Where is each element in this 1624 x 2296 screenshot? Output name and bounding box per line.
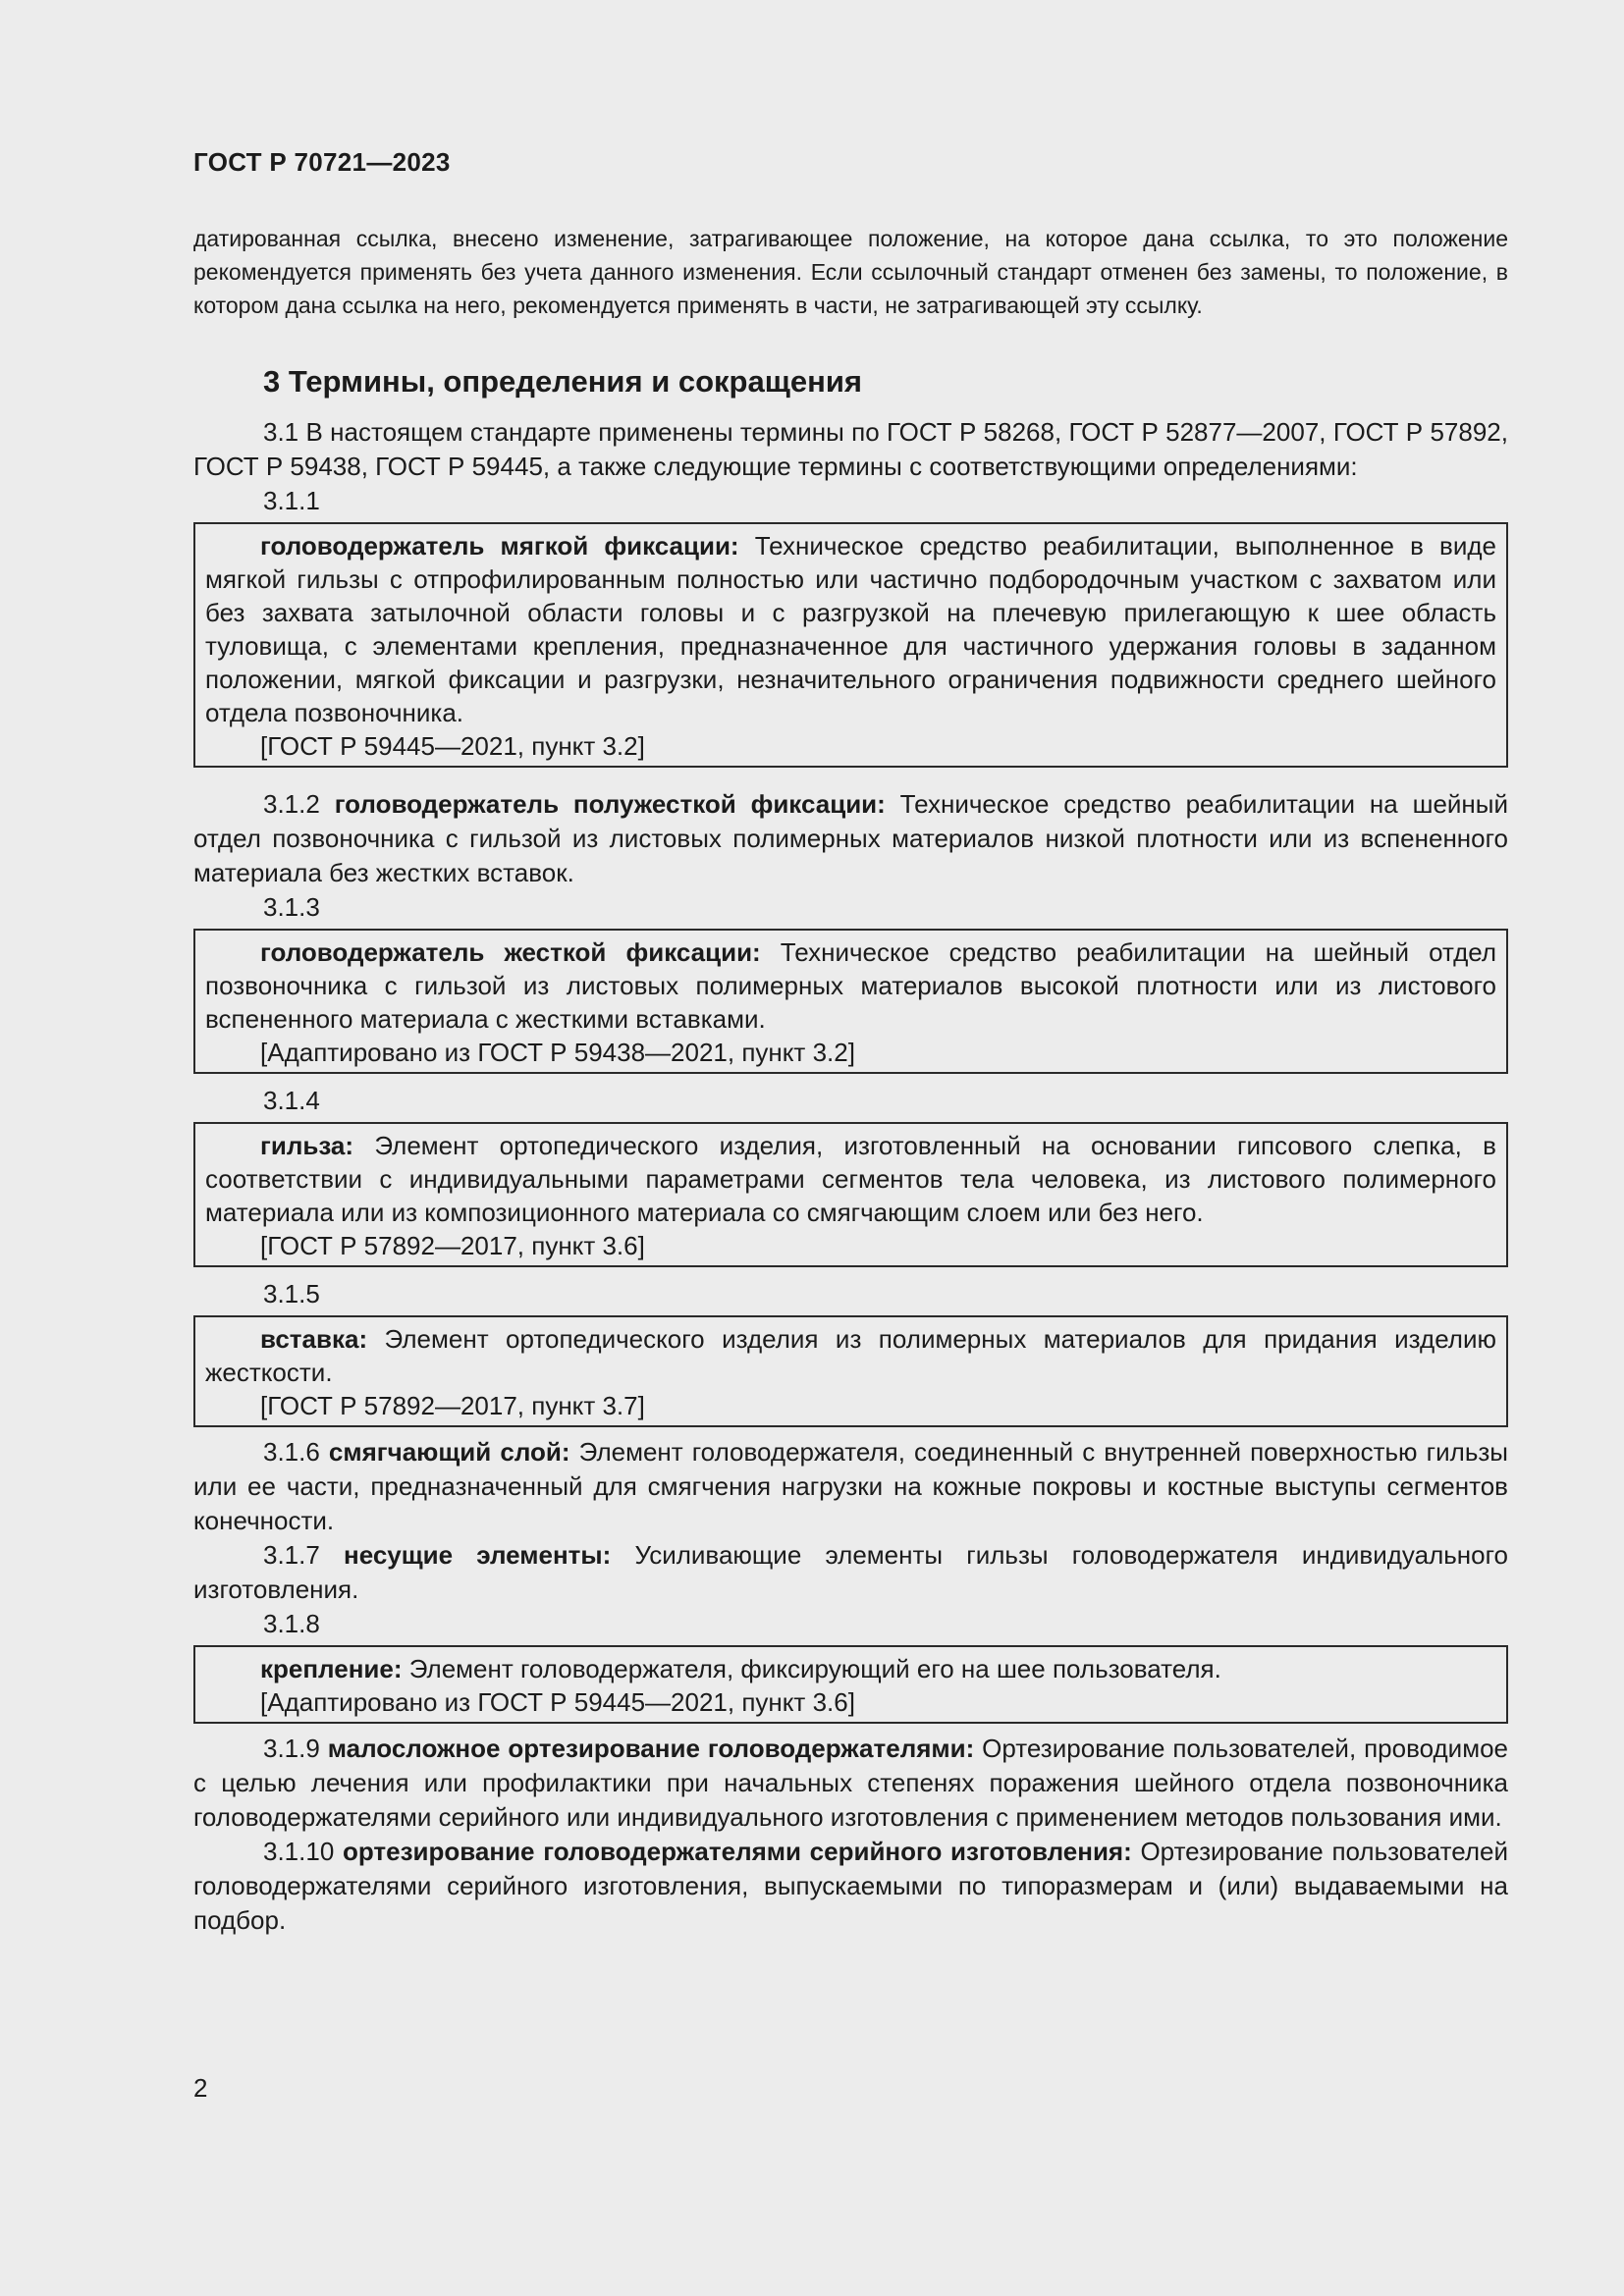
term-number-3-1-4: 3.1.4 <box>263 1086 320 1115</box>
term-definition-3-1-4 <box>205 1129 1496 1229</box>
term-name: несущие элементы: <box>344 1540 612 1570</box>
term-paragraph-3-1-2 <box>193 787 1508 890</box>
term-text: Элемент ортопедического изделия из полимерных материалов для придания изделию жесткости. <box>205 1324 1496 1387</box>
term-box-3-1-3 <box>193 929 1508 1074</box>
term-text: Техническое средство реабилитации на шейный отдел позвоночника с гильзой из листовых полимерных материалов низкой плотности или из вспененного материала без жестких вставок. <box>193 789 1508 887</box>
term-number: 3.1.10 <box>263 1837 335 1866</box>
term-name: ортезирование головодержателями серийного изготовления: <box>342 1837 1132 1866</box>
term-number-3-1-1: 3.1.1 <box>263 486 320 515</box>
term-box-3-1-4 <box>193 1122 1508 1267</box>
term-paragraph-3-1-10 <box>193 1835 1508 1938</box>
term-text: Усиливающие элементы гильзы головодержателя индивидуального изготовления. <box>193 1540 1508 1604</box>
term-number: 3.1.9 <box>263 1734 320 1763</box>
term-text: Ортезирование пользователей, проводимое с целью лечения или профилактики при начальных степенях поражения шейного отдела позвоночника головодержателями серийного или индивидуального изготовления с применением методов пользования ими. <box>193 1734 1508 1832</box>
term-number-3-1-3: 3.1.3 <box>263 892 320 922</box>
term-definition-3-1-3 <box>205 935 1496 1036</box>
term-name: головодержатель полужесткой фиксации: <box>334 789 886 819</box>
term-name: вставка: <box>260 1324 368 1354</box>
term-text: Техническое средство реабилитации, выполненное в виде мягкой гильзы с отпрофилированным полностью или частично подбородочным участком с захватом или без захвата затылочной области головы и с разгрузкой на плечевую прилегающую к шее область туловища, с элементами крепления, предназначенное для частичного удержания головы в заданном положении, мягкой фиксации и разгрузки, незначительного ограничения подвижности среднего шейного отдела позвоночника. <box>205 531 1497 727</box>
term-box-3-1-5 <box>193 1315 1508 1427</box>
term-number: 3.1.2 <box>263 789 320 819</box>
term-definition-3-1-8 <box>205 1652 1496 1685</box>
term-number: 3.1.7 <box>263 1540 320 1570</box>
term-number-3-1-5: 3.1.5 <box>263 1279 320 1308</box>
term-definition-3-1-1 <box>205 529 1496 729</box>
term-text: Элемент головодержателя, фиксирующий его на шее пользователя. <box>402 1654 1221 1683</box>
term-box-3-1-8 <box>193 1645 1508 1724</box>
term-name: малосложное ортезирование головодержателями: <box>327 1734 975 1763</box>
term-source-3-1-5: [ГОСТ Р 57892—2017, пункт 3.7] <box>260 1391 645 1420</box>
term-text: Техническое средство реабилитации на шейный отдел позвоночника с гильзой из листовых полимерных материалов высокой плотности или из листового вспененного материала с жесткими вставками. <box>205 937 1497 1034</box>
document-header: ГОСТ Р 70721—2023 <box>193 147 451 177</box>
term-name: гильза: <box>260 1131 354 1160</box>
term-text: Ортезирование пользователей головодержателями серийного изготовления, выпускаемыми по типоразмерам и (или) выдаваемыми на подбор. <box>193 1837 1508 1935</box>
term-name: крепление: <box>260 1654 403 1683</box>
term-text: Элемент ортопедического изделия, изготовленный на основании гипсового слепка, в соответствии с индивидуальными параметрами сегментов тела человека, из листового полимерного материала или из композиционного материала со смягчающим слоем или без него. <box>205 1131 1496 1227</box>
term-number-3-1-8: 3.1.8 <box>263 1609 320 1638</box>
term-source-3-1-8: [Адаптировано из ГОСТ Р 59445—2021, пункт 3.6] <box>260 1687 855 1717</box>
term-name: головодержатель жесткой фиксации: <box>260 937 761 967</box>
paragraph-3-1: 3.1 В настоящем стандарте применены термины по ГОСТ Р 58268, ГОСТ Р 52877—2007, ГОСТ Р 57892, ГОСТ Р 59438, ГОСТ Р 59445, а также следующие термины с соответствующими определениями: <box>193 417 1508 481</box>
term-paragraph-3-1-6 <box>193 1435 1508 1538</box>
term-number: 3.1.6 <box>263 1437 320 1467</box>
page-content <box>193 222 1508 1938</box>
term-box-3-1-1 <box>193 522 1508 768</box>
term-name: смягчающий слой: <box>328 1437 570 1467</box>
term-paragraph-3-1-7 <box>193 1538 1508 1607</box>
term-source-3-1-1: [ГОСТ Р 59445—2021, пункт 3.2] <box>260 731 645 761</box>
term-name: головодержатель мягкой фиксации: <box>260 531 739 561</box>
term-definition-3-1-5 <box>205 1322 1496 1389</box>
term-source-3-1-4: [ГОСТ Р 57892—2017, пункт 3.6] <box>260 1231 645 1260</box>
section-title: 3 Термины, определения и сокращения <box>263 364 862 399</box>
page-number: 2 <box>193 2073 208 2103</box>
intro-paragraph: датированная ссылка, внесено изменение, затрагивающее положение, на которое дана ссылка, то это положение рекомендуется применять без учета данного изменения. Если ссылочный стандарт отменен без замены, то положение, в котором дана ссылка на него, рекомендуется применять в части, не затрагивающей эту ссылку. <box>193 226 1508 318</box>
term-paragraph-3-1-9 <box>193 1732 1508 1835</box>
term-text: Элемент головодержателя, соединенный с внутренней поверхностью гильзы или ее части, предназначенный для смягчения нагрузки на кожные покровы и костные выступы сегментов конечности. <box>193 1437 1508 1535</box>
term-source-3-1-3: [Адаптировано из ГОСТ Р 59438—2021, пункт 3.2] <box>260 1038 855 1067</box>
